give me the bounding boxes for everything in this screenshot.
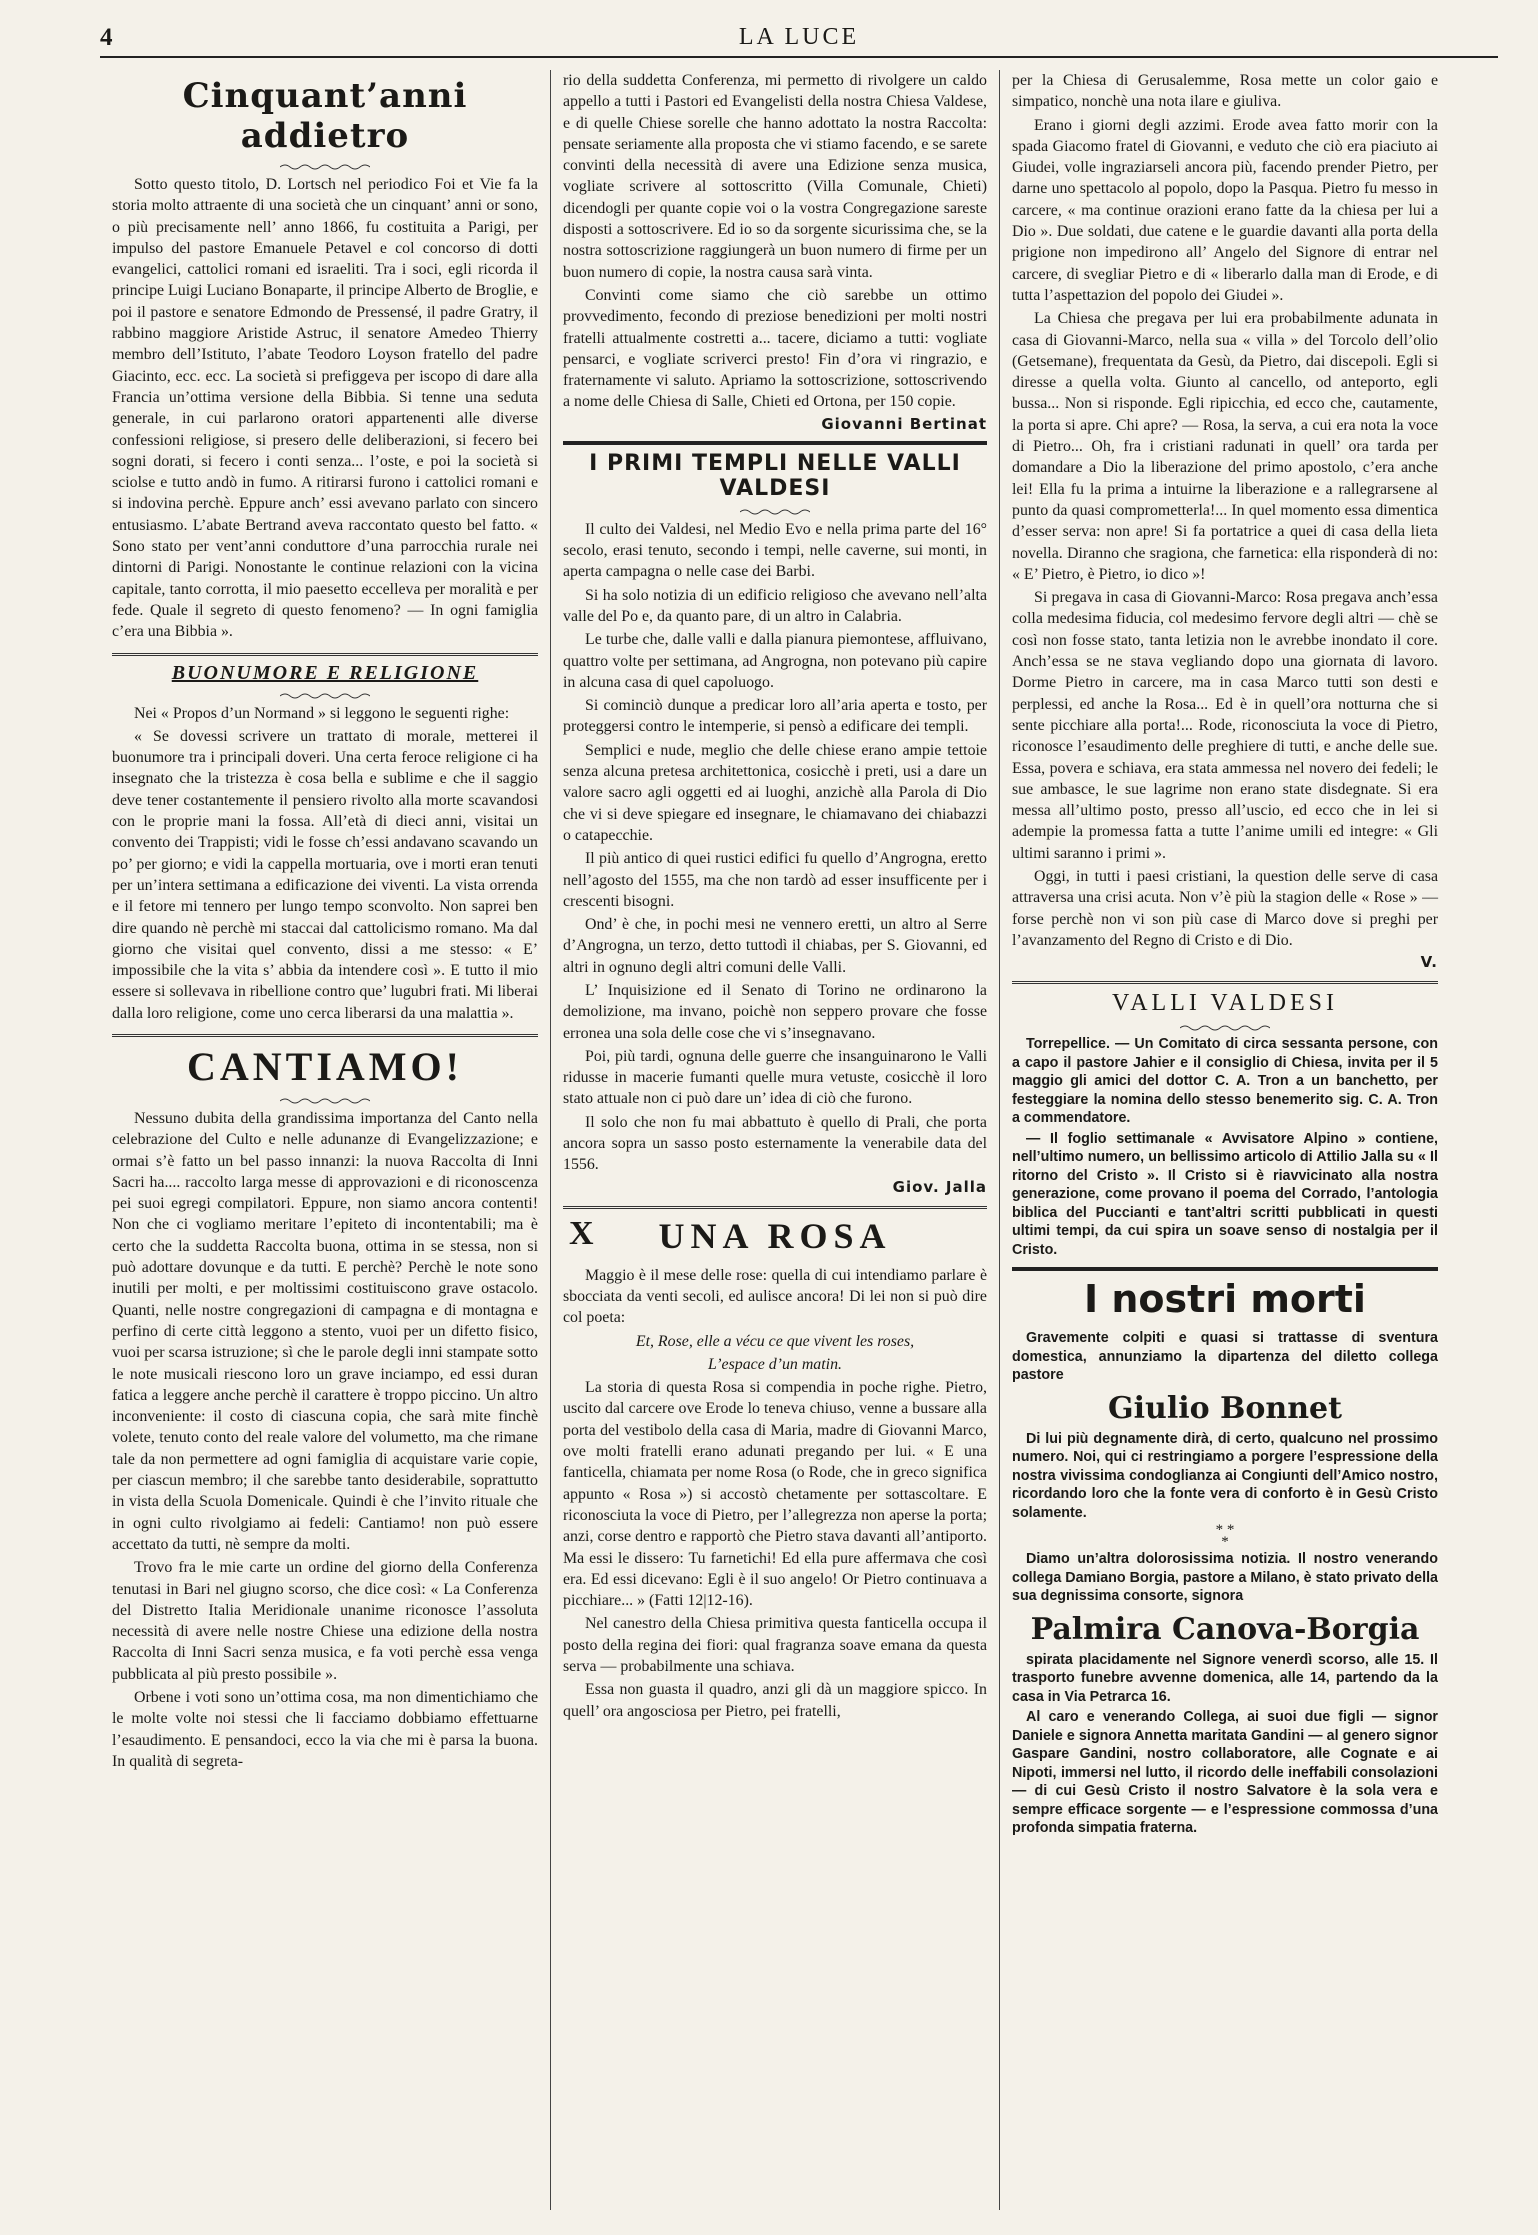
paragraph: Nei « Propos d’un Normand » si leggono le seguenti righe: xyxy=(134,704,510,722)
paragraph: Diamo un’altra dolorosissima notizia. Il nostro venerando collega Damiano Borgia, pastore a Milano, è stato privato della sua degnissima consorte, signora xyxy=(1012,1551,1438,1605)
paragraph: rio della suddetta Conferenza, mi permetto di rivolgere un caldo appello a tutti i Pastori ed Evangelisti della nostra Chiesa Valdese, e di quelle Chiese sorelle che hanno adottato la nostra Raccolta: pensate seriamente alla proposta che vi stiamo facendo, e se sarete convinti della necessità di avere una Edizione senza musica, vogliate scrivere al sottoscritto (Villa Comunale, Chieti) dicendogli per quante copie voi o la vostra Congregazione sareste disposti a sottoscrivere. Ed io so da sorgente sicurissima che, se la nostra sottoscrizione raggiungerà un buon numero di firme per un buon numero di copie, la nostra causa sarà vinta. xyxy=(563,72,987,281)
paragraph: Il solo che non fu mai abbattuto è quello di Prali, che porta ancora sopra un sasso posto esternamente la venerabile data del 1556. xyxy=(563,1113,987,1174)
paragraph: Nel canestro della Chiesa primitiva questa fanticella occupa il posto della regina dei fiori: qual fragranza soave emana da questa serva — probabilmente una schiava. xyxy=(563,1615,987,1675)
paragraph: per la Chiesa di Gerusalemme, Rosa mette un color gaio e simpatico, nonchè una nota ilare e giuliva. xyxy=(1012,72,1438,111)
paragraph: Gravemente colpiti e quasi si trattasse di sventura domestica, annunziamo la dipartenza del diletto collega pastore xyxy=(1012,1330,1438,1384)
article-title-cinquant-anni: Cinquant’anni addietro xyxy=(182,76,468,156)
columns xyxy=(100,70,1498,2210)
verse-line: Et, Rose, elle a vécu ce que vivent les roses, xyxy=(635,1332,915,1350)
paragraph: La Chiesa che pregava per lui era probabilmente adunata in casa di Giovanni-Marco, nella sua « villa » del Torcolo dell’olio (Getsemane), frequentata da Gesù, da Pietro, dai discepoli. Egli si diresse a quella volta. Giunto al cancello, od anteporto, egli bussa... Non si risponde. Egli ripicchia, ed ecco che, cautamente, la porta si apre. Chi apre? — Rosa, la serva, a cui era nota la voce di Pietro... Oh, fra i cristiani radunati in quell’ ora tarda per domandare a Dio la liberazione del primo apostolo, c’era anche lei! Ella fu la prima a intuirne la liberazione e a rallegrarsene al punto da quasi comprometterla!... In quel momento essa dimentica d’esser serva: non apre! Si fa portatrice a quei di casa della lieta novella. Diranno che sragiona, che farnetica: ella risponderà di no: « E’ Pietro, è Pietro, io dico »! xyxy=(1012,310,1438,583)
paragraph: La storia di questa Rosa si compendia in poche righe. Pietro, uscito dal carcere ove Erode lo teneva chiuso, venne a bussare alla porta del vestibolo della casa di Maria, madre di Giovanni Marco, ove molti fratelli erano adunati pregando per lui. « E una fanticella, chiamata per nome Rosa (o Rode, che in greco significa appunto « Rosa ») si accostò chetamente per sottascoltare. E riconosciuta la voce di Pietro, per l’allegrezza non aperse la porta; anzi, corse dentro e rapportò che Pietro stava davanti all’antiporto. Ma essi le dissero: Tu farnetichi! Ed ella pure affermava che così era. Ed essi dicevano: Egli è il suo angelo! Or Pietro continuava a picchiare... » (Fatti 12|12-16). xyxy=(563,1379,987,1610)
paragraph: Al caro e venerando Collega, ai suoi due figli — signor Daniele e signora Annetta maritata Gandini — al genero signor Gaspare Gandini, nostro collaboratore, alle Cognate e ai Nipoti, immersi nel lutto, il ricordo delle ineffabili consolazioni — di cui Gesù Cristo il nostro Salvatore è la sola vera e sempre efficace sorgente — e l’espressione commossa d’una profonda simpatia fraterna. xyxy=(1012,1709,1438,1837)
paragraph: « Se dovessi scrivere un trattato di morale, metterei il buonumore tra i principali doveri. Una certa feroce religione ci ha insegnato che la tristezza è cosa bella e sublime e che il saggio deve tener costantemente il pensiero rivolto alla morte scavandosi con le proprie mani la fossa. All’età di dieci anni, visitai un convento dei Trappisti; vidi le fosse ch’essi andavano scavando un po’ per giorno; e vidi la cappella mortuaria, ove i morti eran tenuti per un’intera settimana a edificazione dei viventi. La vista orrenda e il fetore mi tennero per lungo tempo sconvolto. Non saprei ben dire quando nè perchè mi staccai dal cattolicismo romano. Ma dal giorno che visitai quel convento, dissi a me stesso: « E’ impossibile che la vita s’ abbia da intendere così ». E tutto il mio essere si sollevava in ribellione contro que’ lugubri frati. Mi liberai dalla loro religione, come uno cerca liberarsi da una malattia ». xyxy=(112,727,538,1022)
paragraph: Trovo fra le mie carte un ordine del giorno della Conferenza tenutasi in Bari nel giugno scorso, che dice così: « La Conferenza del Distretto Italia Meridionale unanime riconosce l’assoluta necessità di avere nelle nostre Chiese una edizione della nostra Raccolta di Inni Sacri senza musica, e fa voti perchè essa venga pubblicata al più presto possibile ». xyxy=(112,1559,538,1683)
asterism: * * * xyxy=(1215,1522,1235,1551)
paragraph: Sotto questo titolo, D. Lortsch nel periodico Foi et Vie fa la storia molto attraente di una società che un cinquant’ anni or sono, o più precisamente nell’ anno 1866, fu costituita a Parigi, per impulso del pastore Emanuele Petavel e col concorso di dotti evangelici, cattolici romani ed israeliti. Tra i soci, egli ricorda il principe Luigi Luciano Bonaparte, il principe Alberto de Broglie, e poi il pastore e senatore Edmondo de Pressensé, il padre Gratry, il rabbino maggiore Aristide Astruc, il senatore Amedeo Thierry membro dell’Istituto, l’abate Teodoro Loyson fratello del padre Giacinto, ecc. ecc. La società si prefiggeva per iscopo di dare alla Francia un’ottima versione della Bibbia. Si tenne una seduta generale, in cui parlarono oratori appartenenti alle diverse confessioni religiose, si presero delle deliberazioni, si fecero bei sogni dorati, si fecero i conti senza... l’oste, e poi la società si sciolse e tutto andò in fumo. A ritirarsi furono i cattolici romani e si indovina perchè. Eppure anch’ essi avevano parlato con sincero entusiasmo. L’abate Bertrand aveva raccontato questo bel fatto. « Sono stato per vent’anni conduttore d’una parrocchia rurale nei dintorni di Parigi. Nonostante le continue relazioni con la vicina capitale, tanto corrotta, il mio paesetto eccelleva per moralità e per fede. Quale il segreto di questo fenomeno? — In ogni famiglia c’era una Bibbia ». xyxy=(112,176,538,641)
paragraph: Il culto dei Valdesi, nel Medio Evo e nella prima parte del 16° secolo, erasi tenuto, secondo i tempi, nelle caverne, sui monti, in aperta campagna o nelle case dei Barbi. xyxy=(563,520,987,581)
column-right xyxy=(1000,70,1450,2210)
ornament-swirl xyxy=(563,503,987,513)
news-block xyxy=(1012,1035,1438,1259)
deceased-name: Palmira Canova-Borgia xyxy=(1030,1611,1420,1647)
paragraph: Torrepellice. — Un Comitato di circa sessanta persone, con a capo il pastore Jahier e il consiglio di Chiesa, invita per il 5 maggio gli amici del dottor C. A. Tron a un banchetto, per festeggiare la nomina dello stesso benemerito sig. C. A. Tron a commendatore. xyxy=(1012,1036,1438,1127)
divider xyxy=(563,1206,987,1209)
paragraph: — Il foglio settimanale « Avvisatore Alpino » contiene, nell’ultimo numero, un bellissimo articolo di Attilio Jalla su « Il ritorno del Cristo ». Il Cristo si è riavvicinato alla nostra generazione, come provano il poema del Corrado, l’antologia biblica del Puccianti e tant’altri scritti pubblicati in questi ultimi tempi, da cui spira un soave senso di nostalgia per il Cristo. xyxy=(1012,1130,1438,1258)
handwritten-x-mark: X xyxy=(569,1214,600,1252)
divider xyxy=(1012,981,1438,984)
paragraph: Semplici e nude, meglio che delle chiese erano ampie tettoie senza alcuna pretesa architettonica, cosicchè i preti, usi a dare un valore sacro agli oggetti ed ai luoghi, anzichè alla Parola di Dio che vi si deve spiegare ed insegnare, le chiamavano dei chiabazzi o catapecchie. xyxy=(563,741,987,844)
divider xyxy=(112,1034,538,1037)
paragraph: Erano i giorni degli azzimi. Erode avea fatto morir con la spada Giacomo fratel di Giovanni, e veduto che ciò era piaciuto ai Giudei, volle ingraziarseli ancora più, facendo prender Pietro, per darne uno spettacolo al popolo, dopo la Pasqua. Pietro fu messo in carcere, « ma continue orazioni erano fatte da la chiesa per lui a Dio ». Due soldati, due catene e le guardie davanti alla porta della prigione non impedirono all’ Angelo del Signore di entrar nel carcere, di svegliar Pietro e di « liberarlo dalla man di Erode, e di tutta l’aspettazion del popolo dei Giudei ». xyxy=(1012,116,1438,304)
signature: V. xyxy=(1420,953,1438,972)
paragraph: Di lui più degnamente dirà, di certo, qualcuno nel prossimo numero. Noi, qui ci restringiamo a porgere l’espressione della nostra vivissima condoglianza ai Congiunti dell’Amico nostro, ricordando loro che la fonte vera di conforto è in Gesù Cristo solamente. xyxy=(1012,1430,1438,1521)
article-title-valli-valdesi: VALLI VALDESI xyxy=(1111,990,1338,1017)
verse-line: L’espace d’un matin. xyxy=(707,1355,842,1373)
paragraph: Oggi, in tutti i paesi cristiani, la question delle serve di casa attraversa una crisi acuta. Non v’è più la stagion delle « Rose » — forse perchè non vi son più case di Marco dove si preghi per l’avanzamento del Regno di Cristo e di Dio. xyxy=(1012,867,1438,949)
deceased-name: Giulio Bonnet xyxy=(1107,1390,1342,1426)
paragraph: Si cominciò dunque a predicar loro all’aria aperta e tosto, per proteggersi contro le intemperie, si pensò a edificare dei templi. xyxy=(563,697,987,736)
masthead xyxy=(100,22,1498,58)
signature: Giov. Jalla xyxy=(892,1177,987,1196)
ornament-swirl xyxy=(112,687,538,697)
paragraph: Si pregava in casa di Giovanni-Marco: Rosa pregava anch’essa colla medesima fiducia, col medesimo fervore degli altri — chè se così non fosse stato, tanta letizia non le avrebbe inondato il core. Anch’essa se ne stava vegliando dopo una giornata di lavoro. Dorme Pietro in carcere, ma in casa Marco tutti son desti e perplessi, ed anche la Rosa... Ed è in quell’ora notturna che si sente picchiare alla porta!... Rode, riconosciuta la voce di Pietro, riconosce l’esaudimento delle preghiere di tutti, e anche delle sue. Essa, povera e schiava, era stata ammessa nel novero dei fedeli; le sue ambasce, le sue lagrime non erano state disdegnate. Si era messa all’ultimo posto, presso all’uscio, ed ecco che in lei si adempie la promessa fatta a tutte l’anime umili ed integre: « Gli ultimi saranno i primi ». xyxy=(1012,589,1438,862)
ornament-swirl xyxy=(1012,1019,1438,1029)
page-number: 4 xyxy=(100,24,113,51)
divider xyxy=(112,653,538,656)
column-left xyxy=(100,70,550,2210)
paragraph: Ond’ è che, in pochi mesi ne vennero eretti, un altro al Serre d’Angrogna, un terzo, detto tuttodì il chiabas, per S. Giovanni, ed altri in ognuno degli altri comuni delle Valli. xyxy=(563,916,987,976)
paragraph: Orbene i voti sono un’ottima cosa, ma non dimentichiamo che le molte volte noi stessi che li facciamo dobbiamo effettuarne l’esaudimento. E pensandoci, ecco la via che mi è parsa la buona. In qualità di segreta- xyxy=(112,1689,538,1770)
article-title-primi-templi: I PRIMI TEMPLI NELLE VALLI VALDESI xyxy=(589,450,961,501)
paper-name: LA LUCE xyxy=(738,24,860,50)
signature: Giovanni Bertinat xyxy=(821,414,987,433)
ornament-swirl xyxy=(112,158,538,168)
paragraph: Nessuno dubita della grandissima importanza del Canto nella celebrazione del Culto e nelle adunanze di Evangelizzazione; e ormai s’è fatto un bel passo innanzi: la nuova Raccolta di Inni Sacri ha.... raccolto larga messe di approvazioni e di riconoscenza pei suoi egregi compilatori. Eppure, non siamo ancora contenti! Non che ci vogliamo meritare l’epiteto di incontentabili; ma è certo che la suddetta Raccolta buona, ottima in se stessa, non si può adottare dovunque e da tutti. E perchè? Perchè le note sono inutili per molti, e per moltissimi costituiscono grave ostacolo. Quanti, nelle nostre congregazioni di campagna e di montagna e perfino di certe città leggono a stento, vuoi per un difetto fisico, vuoi per scarsa istruzione; sì che le parole degli inni stampate sotto le note musicali riescono loro un grave inciampo, ed essi duran fatica a leggere anche perchè il carattere è troppo piccino. Un altro inconveniente: il costo di ciascuna copia, che sarà mite finchè volete, tenuto conto del reale valore del volumetto, ma che rimane tale da non permettere ad ogni famiglia di acquistare varie copie, per ciascun membro; il che sarebbe tanto desiderabile, soprattutto in vista della Scuola Domenicale. Quindi è che l’invito rituale che in ogni culto rivolgiamo ai fedeli: Cantiamo! non può essere accettato da tutti, nè sempre da molti. xyxy=(112,1109,538,1553)
paragraph: Poi, più tardi, ognuna delle guerre che insanguinarono le Valli ridusse in macerie fumanti quelle mura vetuste, cosicchè il loro stato attuale non ci può dare un’ idea di ciò che furono. xyxy=(563,1047,987,1108)
paragraph: L’ Inquisizione ed il Senato di Torino ne ordinarono la demolizione, ma invano, poichè non seppero provare che fosse erronea una sola delle cose che vi s’insegnavano. xyxy=(563,981,987,1042)
obituary-block xyxy=(1012,1329,1438,1838)
paragraph: spirata placidamente nel Signore venerdì scorso, alle 15. Il trasporto funebre avvenne domenica, alle 14, partendo da la casa in Via Petrarca 16. xyxy=(1012,1651,1438,1705)
paragraph: Il più antico di quei rustici edifici fu quello d’Angrogna, eretto nell’agosto del 1555, ma che non tardò ad esser insufficente per i crescenti bisogni. xyxy=(563,850,987,910)
paragraph: Convinti come siamo che ciò sarebbe un ottimo provvedimento, fecondo di preziose benedizioni per molti nostri fratelli attualmente costretti a... tacere, diciamo a tutti: vogliate pensarci, e vogliate scriverci presto! Fin d’ora vi ringrazio, e fraternamente vi saluto. Apriamo la sottoscrizione, sottoscrivendo a nome delle Chiesa di Salle, Chieti ed Ortona, per 150 copie. xyxy=(563,286,987,411)
column-middle xyxy=(550,70,1000,2210)
divider xyxy=(1012,1267,1438,1271)
article-title-una-rosa xyxy=(563,1215,987,1257)
paragraph: Essa non guasta il quadro, anzi gli dà un maggiore spicco. In quell’ ora angosciosa per Pietro, pei fratelli, xyxy=(563,1681,987,1720)
article-title-nostri-morti: I nostri morti xyxy=(1084,1277,1366,1322)
divider xyxy=(563,441,987,445)
article-title-buonumore: BUONUMORE E RELIGIONE xyxy=(171,661,479,684)
article-title-cantiamo: CANTIAMO! xyxy=(187,1043,463,1089)
title-text: UNA ROSA xyxy=(658,1215,892,1256)
ornament-swirl xyxy=(112,1092,538,1102)
paragraph: Maggio è il mese delle rose: quella di cui intendiamo parlare è sbocciata da venti secoli, ed aulisce ancora! Di lei non si può dire col poeta: xyxy=(563,1266,987,1327)
paragraph: Si ha solo notizia di un edificio religioso che avevano nell’alta valle del Po e, da quanto pare, di un altro in Calabria. xyxy=(563,586,987,625)
paragraph: Le turbe che, dalle valli e dalla pianura piemontese, affluivano, quattro volte per settimana, ad Angrogna, non potevano più capire in alcuna casa di quel capoluogo. xyxy=(563,631,987,691)
